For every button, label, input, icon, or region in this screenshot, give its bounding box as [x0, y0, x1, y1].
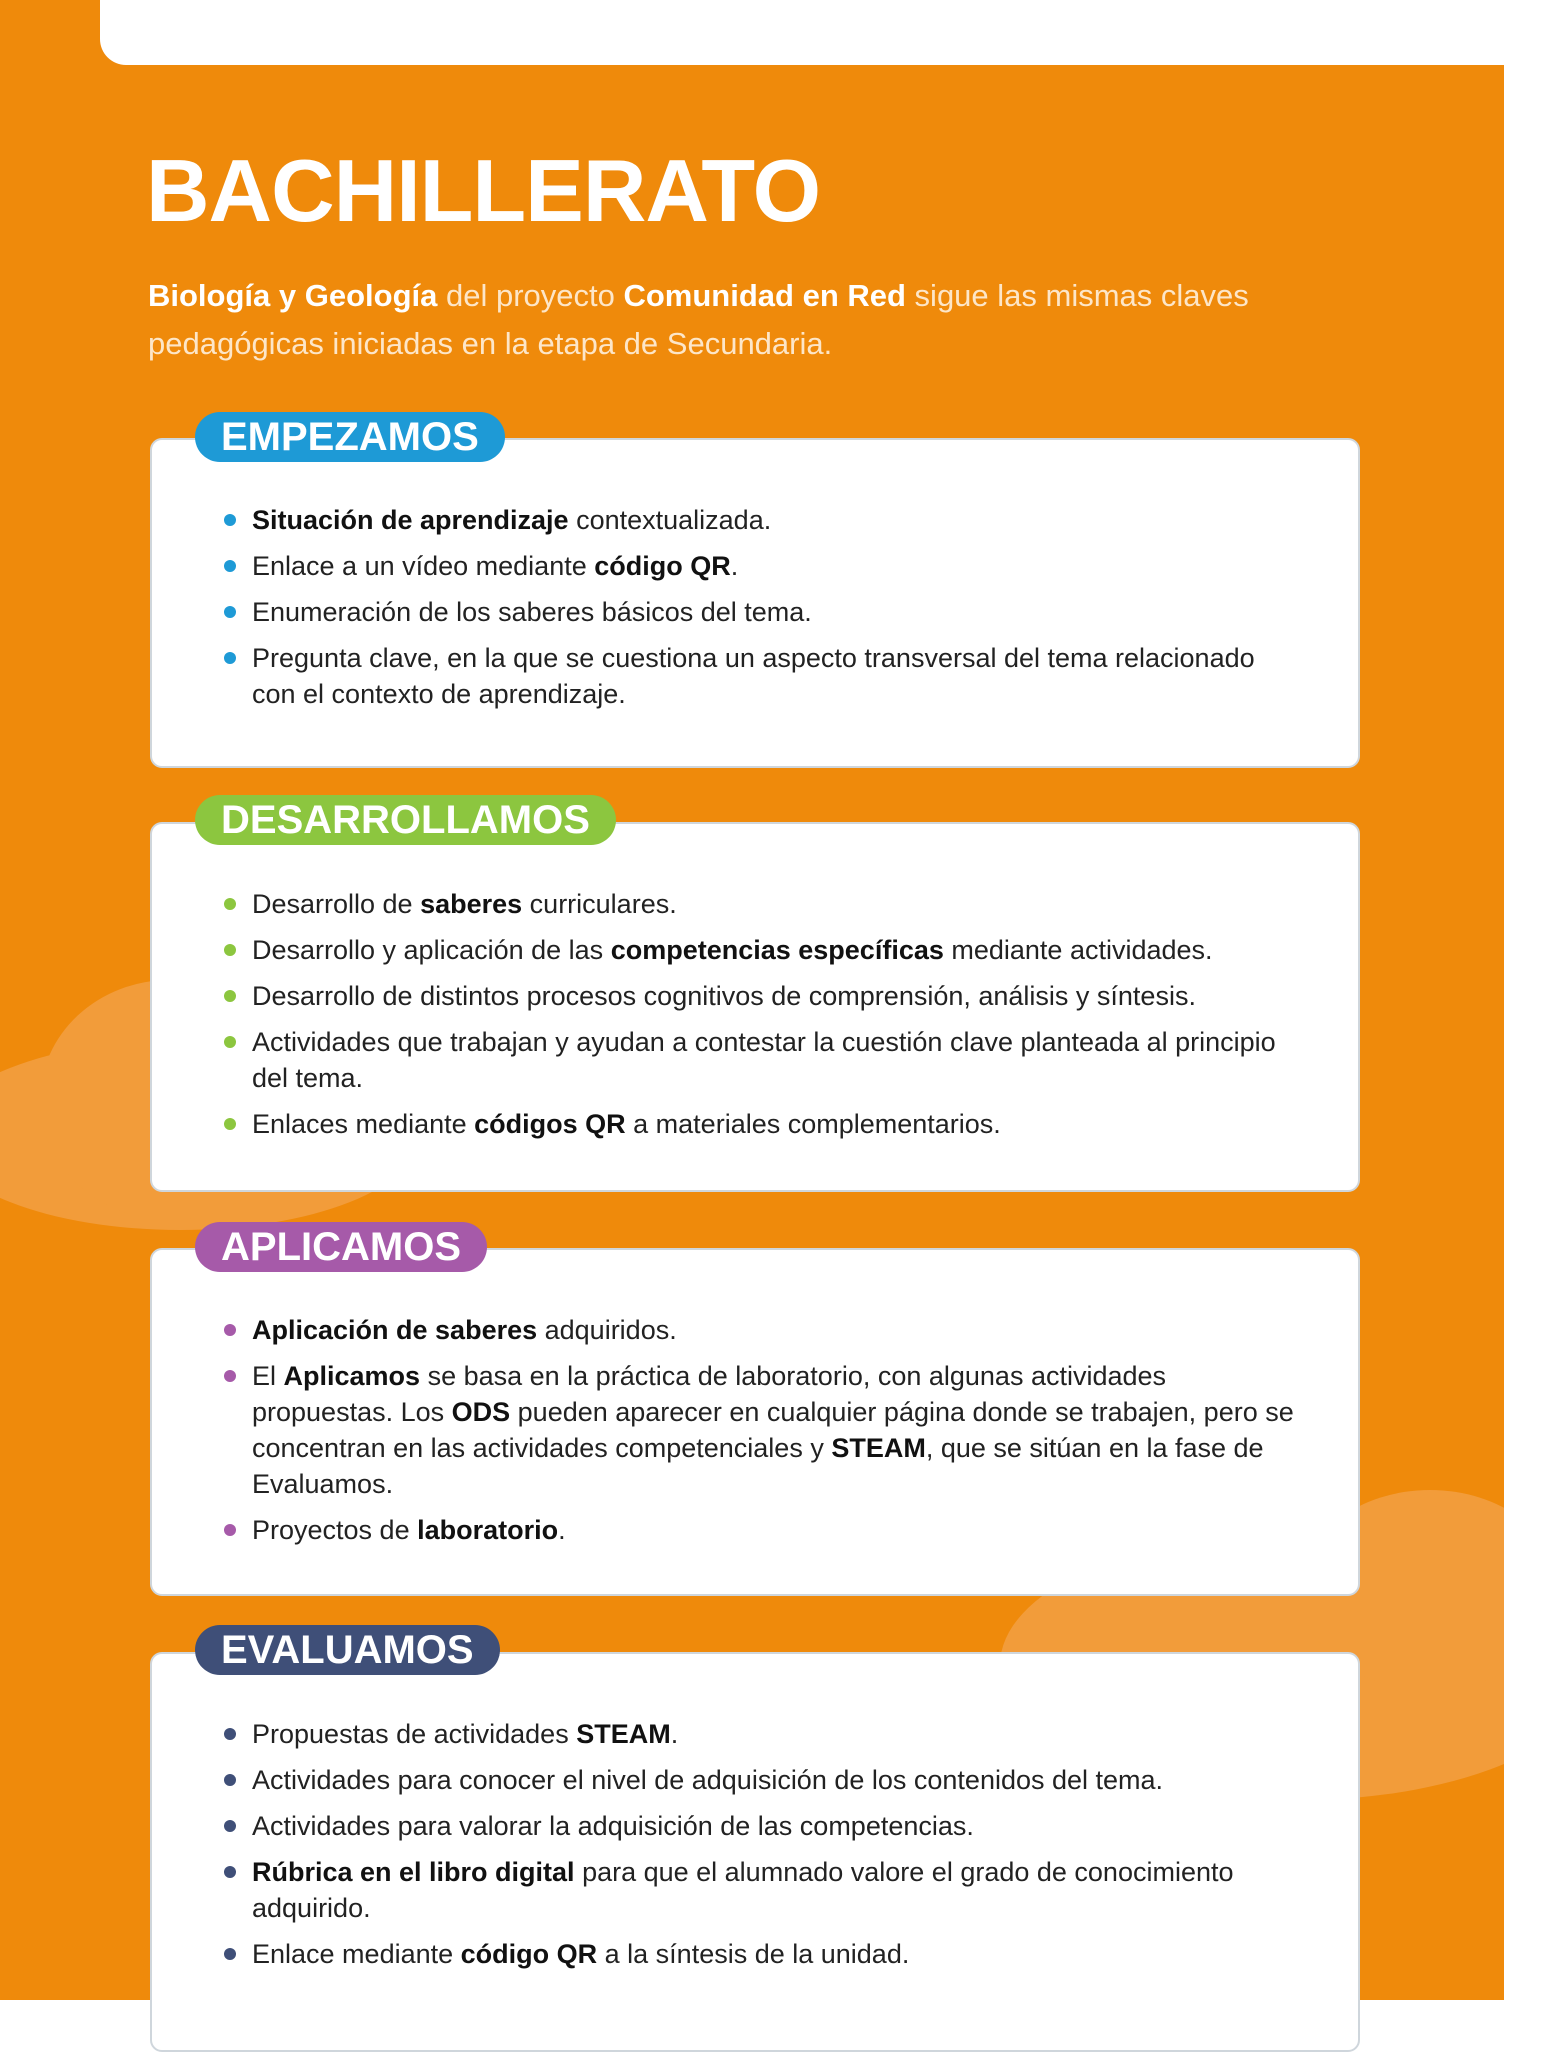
text-segment: Actividades que trabajan y ayudan a contestar la cuestión clave planteada al principio del tema. [252, 1027, 1276, 1093]
bold-text: Aplicamos [283, 1361, 421, 1391]
list-item [224, 1024, 1304, 1096]
list-item [224, 1358, 1304, 1502]
text-segment: El [252, 1361, 284, 1391]
list-item [224, 1936, 1304, 1972]
bold-text: Comunidad en Red [623, 278, 906, 313]
bold-text: Aplicación de saberes [252, 1315, 538, 1345]
intro-paragraph [148, 272, 1348, 368]
text-segment: Enlace mediante [252, 1939, 461, 1969]
bullet-icon [224, 1866, 236, 1878]
bold-text: STEAM [576, 1719, 671, 1749]
section-tab-desarrollamos: DESARROLLAMOS [195, 795, 616, 845]
bold-text: saberes [420, 889, 523, 919]
bullet-icon [224, 1524, 236, 1536]
section-list [224, 1716, 1304, 1982]
text-segment: Enlace a un vídeo mediante [252, 551, 595, 581]
text-segment: adquiridos. [537, 1315, 677, 1345]
text-segment: se basa en la práctica de laboratorio, con algunas actividades propuestas. Los [252, 1361, 1167, 1427]
bullet-icon [224, 990, 236, 1002]
section-list [224, 1312, 1304, 1558]
bullet-icon [224, 560, 236, 572]
bold-text: Biología y Geología [148, 278, 438, 313]
list-item [224, 1106, 1304, 1142]
text-segment: Enumeración de los saberes básicos del tema. [252, 597, 812, 627]
bullet-icon [224, 1370, 236, 1382]
list-item [224, 1854, 1304, 1926]
section-desarrollamos [150, 822, 1360, 1192]
section-tab-evaluamos: EVALUAMOS [195, 1625, 500, 1675]
bold-text: códigos QR [474, 1109, 626, 1139]
bold-text: Situación de aprendizaje [252, 505, 569, 535]
bold-text: STEAM [831, 1433, 926, 1463]
bullet-icon [224, 1728, 236, 1740]
list-item [224, 548, 1304, 584]
text-segment: sigue las mismas claves pedagógicas iniciadas en la etapa de Secundaria. [148, 278, 1249, 361]
bullet-icon [224, 944, 236, 956]
bullet-icon [224, 652, 236, 664]
section-list [224, 886, 1304, 1152]
bullet-icon [224, 1036, 236, 1048]
bold-text: código QR [594, 551, 731, 581]
bullet-icon [224, 1820, 236, 1832]
list-item [224, 1808, 1304, 1844]
text-segment: Desarrollo de distintos procesos cognitivos de comprensión, análisis y síntesis. [252, 981, 1196, 1011]
section-tab-aplicamos: APLICAMOS [195, 1222, 487, 1272]
bullet-icon [224, 898, 236, 910]
text-segment: . [730, 551, 739, 581]
text-segment: . [558, 1515, 566, 1545]
text-segment: Pregunta clave, en la que se cuestiona un aspecto transversal del tema relacionado con el contexto de aprendizaje. [252, 643, 1255, 709]
text-segment: Propuestas de actividades [252, 1719, 577, 1749]
section-aplicamos [150, 1248, 1360, 1596]
bold-text: código QR [460, 1939, 598, 1969]
bullet-icon [224, 1118, 236, 1130]
list-item [224, 1762, 1304, 1798]
text-segment: Proyectos de [252, 1515, 418, 1545]
text-segment: Actividades para conocer el nivel de adquisición de los contenidos del tema. [252, 1765, 1164, 1795]
text-segment: a materiales complementarios. [625, 1109, 1001, 1139]
list-item [224, 594, 1304, 630]
bold-text: Rúbrica en el libro digital [252, 1857, 575, 1887]
bullet-icon [224, 1948, 236, 1960]
list-item [224, 886, 1304, 922]
bullet-icon [224, 606, 236, 618]
list-item [224, 978, 1304, 1014]
list-item [224, 502, 1304, 538]
section-empezamos [150, 438, 1360, 768]
section-list [224, 502, 1304, 722]
text-segment: Desarrollo y aplicación de las [252, 935, 611, 965]
list-item [224, 1312, 1304, 1348]
text-segment: pueden aparecer en cualquier página donde se trabajen, pero se concentran en las actividades competenciales y [252, 1397, 1294, 1463]
bold-text: competencias específicas [610, 935, 944, 965]
section-tab-empezamos: EMPEZAMOS [195, 412, 505, 462]
section-evaluamos [150, 1652, 1360, 2052]
text-segment: , que se sitúan en la fase de Evaluamos. [252, 1433, 1264, 1499]
text-segment: a la síntesis de la unidad. [597, 1939, 910, 1969]
list-item [224, 1716, 1304, 1752]
bullet-icon [224, 1324, 236, 1336]
text-segment: Desarrollo de [252, 889, 421, 919]
list-item [224, 640, 1304, 712]
bullet-icon [224, 1774, 236, 1786]
text-segment: . [670, 1719, 679, 1749]
bold-text: laboratorio [417, 1515, 559, 1545]
list-item [224, 1512, 1304, 1548]
page-title: BACHILLERATO [146, 141, 821, 240]
text-segment: Actividades para valorar la adquisición de las competencias. [252, 1811, 974, 1841]
top-white-bar [100, 0, 1504, 65]
text-segment: mediante actividades. [943, 935, 1213, 965]
text-segment: Enlaces mediante [252, 1109, 475, 1139]
bullet-icon [224, 514, 236, 526]
list-item [224, 932, 1304, 968]
text-segment: curriculares. [522, 889, 677, 919]
bold-text: ODS [451, 1397, 511, 1427]
text-segment: para que el alumnado valore el grado de conocimiento adquirido. [252, 1857, 1234, 1923]
text-segment: contextualizada. [568, 505, 772, 535]
text-segment: del proyecto [437, 278, 624, 313]
